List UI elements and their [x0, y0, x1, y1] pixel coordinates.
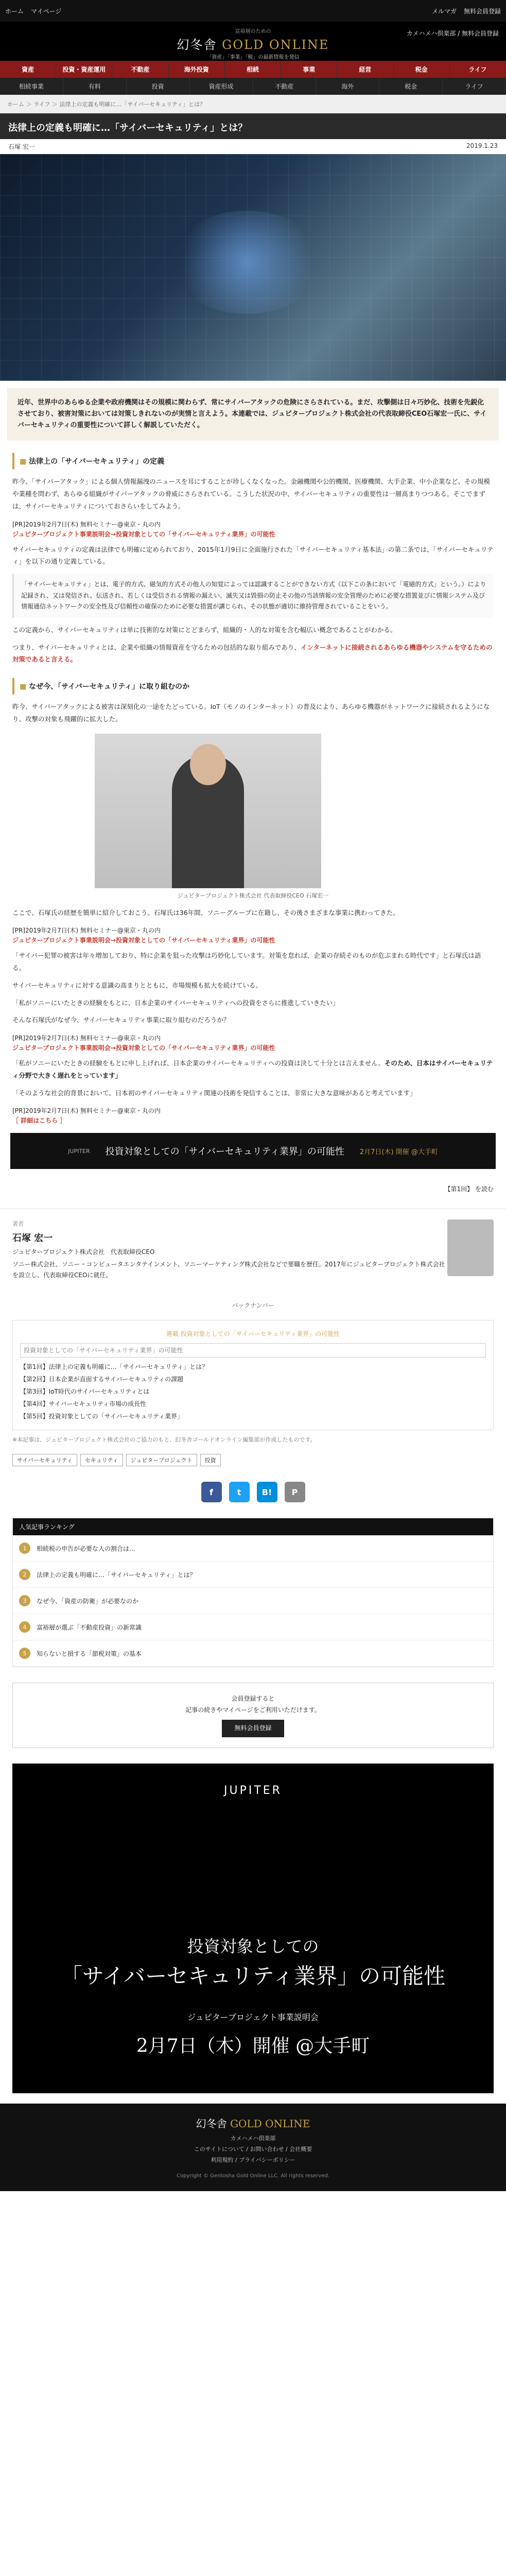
site-footer — [0, 2104, 506, 2191]
twitter-share-icon[interactable]: t — [229, 1482, 250, 1502]
tag[interactable]: 投資 — [200, 1454, 221, 1466]
ranking-head: 人気記事ランキング — [13, 1518, 493, 1535]
register-button[interactable]: 無料会員登録 — [222, 1720, 284, 1737]
pocket-share-icon[interactable]: P — [285, 1482, 305, 1502]
series-item[interactable]: 【第1回】法律上の定義も明確に…「サイバーセキュリティ」とは？ — [20, 1363, 208, 1371]
subnav-item[interactable]: 投資 — [127, 78, 190, 95]
top-bar — [0, 0, 506, 22]
banner-date: 2月7日(木) 開催 @大手町 — [359, 1148, 438, 1156]
paragraph: 昨今、サイバーアタックによる被害は深刻化の一途をたどっている。IoT（モノのインターネット）の普及により、あらゆる機器がネットワークに接続されるようになり、攻撃の対象も飛躍的に拡大した。 — [12, 703, 490, 723]
backnumber-label: バックナンバー — [232, 1302, 274, 1310]
facebook-share-icon[interactable]: f — [201, 1482, 222, 1502]
nav-item[interactable]: 不動産 — [112, 61, 168, 78]
nav-item[interactable]: ライフ — [450, 61, 506, 78]
ranking-item[interactable]: 1 相続税の申告が必要な人の割合は… — [13, 1535, 493, 1562]
nav-item[interactable]: 経営 — [337, 61, 393, 78]
author-photo — [95, 734, 321, 888]
pr-label: [PR]2019年2月7日(木) 無料セミナー@東京・丸の内 — [12, 1107, 161, 1115]
article-meta — [0, 139, 506, 154]
mailmag-link[interactable]: メルマガ — [431, 7, 457, 15]
footer-logo[interactable]: 幻冬舎 GOLD ONLINE — [196, 2117, 310, 2130]
ranking-item[interactable]: 4 富裕層が選ぶ「不動産投資」の新常識 — [13, 1614, 493, 1640]
avatar — [447, 1219, 494, 1276]
author-desc: ソニー株式会社、ソニー・コンピュータエンタテインメント、ソニーマーケティング株式会社などで要職を歴任。2017年にジュピタープロジェクト株式会社を設立し、代表取締役CEOに就任。 — [12, 1261, 445, 1279]
ranking-item[interactable]: 5 知らないと損する「節税対策」の基本 — [13, 1640, 493, 1667]
ad-brand: JUPITER — [224, 1784, 282, 1797]
nav-item[interactable]: 税金 — [394, 61, 450, 78]
paragraph: 「そのような社会的背景において、日本初のサイバーセキュリティ関連の技術を発信することは、非常に大きな意味があると考えています」 — [12, 1089, 416, 1097]
author-box — [0, 1209, 506, 1291]
pr-link[interactable]: ジュピタープロジェクト事業説明会→投資対象としての「サイバーセキュリティ業界」の可能性 — [12, 937, 275, 944]
series-item[interactable]: 【第5回】投資対象としての「サイバーセキュリティ業界」 — [20, 1413, 184, 1420]
paragraph: サイバーセキュリティの定義は法律でも明確に定められており、2015年1月9日に全面施行された「サイバーセキュリティ基本法」の第二条では、「サイバーセキュリティ」を以下の通り定義している。 — [12, 545, 494, 566]
subnav-item[interactable]: 資産形成 — [190, 78, 253, 95]
seminar-ad[interactable] — [12, 1764, 494, 2093]
paragraph: 「私がソニーにいたときの経験をもとに申し上げれば、日本企業のサイバーセキュリティへの投資は決して十分とは言えません。そのため、日本はサイバーセキュリティ分野で大きく遅れをとっています」 — [12, 1059, 493, 1079]
ranking-item[interactable]: 2 法律上の定義も明確に…「サイバーセキュリティ」とは？ — [13, 1562, 493, 1588]
series-search-input[interactable] — [20, 1343, 486, 1358]
site-header — [0, 22, 506, 61]
ranking-item[interactable]: 3 なぜ今、「資産の防衛」が必要なのか — [13, 1588, 493, 1614]
nav-item[interactable]: 投資・資産運用 — [56, 61, 112, 78]
ad-date: 2月7日（木）開催 @大手町 — [136, 2035, 370, 2057]
breadcrumb[interactable]: ホーム ＞ ライフ ＞ 法律上の定義も明確に…「サイバーセキュリティ」とは？ — [0, 95, 506, 113]
subnav-item[interactable]: ライフ — [443, 78, 506, 95]
header-tag: 富裕層のための — [235, 29, 271, 35]
share-buttons — [0, 1482, 506, 1502]
author-role: ジュピタープロジェクト株式会社 代表取締役CEO — [12, 1248, 155, 1256]
subnav-item[interactable]: 有料 — [63, 78, 127, 95]
paragraph: ここで、石塚氏の経歴を簡単に紹介しておこう。石塚氏は36年間、ソニーグループに在籍し、その後さまざまな事業に携わってきた。 — [12, 908, 399, 917]
member-line: 記事の続きやマイページをご利用いただけます。 — [185, 1706, 321, 1714]
details-link[interactable]: ［ 詳細はこちら ］ — [12, 1117, 66, 1125]
author-link[interactable]: 石塚 宏一 — [8, 143, 35, 150]
paragraph: サイバーセキュリティに対する意識の高まりとともに、市場規模も拡大を続けている。 — [12, 981, 262, 989]
member-prompt — [12, 1683, 494, 1748]
hero-image — [0, 154, 506, 381]
main-nav — [0, 61, 506, 78]
series-item[interactable]: 【第2回】日本企業が直面するサイバーセキュリティの課題 — [20, 1376, 184, 1383]
pr-label: [PR]2019年2月7日(木) 無料セミナー@東京・丸の内 — [12, 520, 161, 528]
paragraph: 「私がソニーにいたときの経験をもとに、日本企業のサイバーセキュリティへの投資をさらに推進していきたい」 — [12, 998, 339, 1007]
subnav-item[interactable]: 不動産 — [253, 78, 317, 95]
author-label: 著者 — [12, 1221, 24, 1228]
footer-line[interactable]: このサイトについて / お問い合わせ / 会社概要 — [194, 2145, 312, 2153]
hatena-bookmark-icon[interactable]: B! — [257, 1482, 277, 1502]
nav-item[interactable]: 事業 — [281, 61, 337, 78]
banner-brand: JUPITER — [68, 1147, 90, 1155]
home-link[interactable]: ホーム — [5, 7, 24, 15]
article-title-bar — [0, 113, 506, 139]
ad-line: 投資対象としての — [187, 1936, 319, 1956]
seminar-banner[interactable] — [10, 1133, 496, 1169]
paragraph: つまり、サイバーセキュリティとは、企業や組織の情報資産を守るための包括的な取り組みであり、インターネットに接続されるあらゆる機器やシステムを守るための対策であると言える。 — [12, 643, 493, 664]
photo-caption: ジュピタープロジェクト株式会社 代表取締役CEO 石塚宏一 — [177, 892, 329, 899]
paragraph: そんな石塚氏がなぜ今、サイバーセキュリティ事業に取り組むのだろうか？ — [12, 1016, 230, 1024]
nav-item[interactable]: 相続 — [225, 61, 281, 78]
ad-line: 「サイバーセキュリティ業界」の可能性 — [60, 1963, 446, 1989]
subnav-item[interactable]: 海外 — [316, 78, 379, 95]
banner-title: 投資対象としての「サイバーセキュリティ業界」の可能性 — [105, 1146, 344, 1158]
pr-label: [PR]2019年2月7日(木) 無料セミナー@東京・丸の内 — [12, 1035, 161, 1042]
tag-list — [0, 1449, 506, 1471]
nav-item[interactable]: 海外投資 — [169, 61, 225, 78]
pr-label: [PR]2019年2月7日(木) 無料セミナー@東京・丸の内 — [12, 927, 161, 935]
subnav-item[interactable]: 税金 — [379, 78, 443, 95]
publish-date: 2019.1.23 — [466, 142, 498, 149]
register-link[interactable]: 無料会員登録 — [463, 7, 501, 15]
pr-link[interactable]: ジュピタープロジェクト事業説明会→投資対象としての「サイバーセキュリティ業界」の可能性 — [12, 530, 275, 538]
tag[interactable]: セキュリティ — [80, 1454, 123, 1466]
site-logo[interactable]: 幻冬舎 GOLD ONLINE — [177, 38, 329, 52]
series-head: 連載 投資対象としての「サイバーセキュリティ業界」の可能性 — [166, 1330, 340, 1338]
series-list — [12, 1320, 494, 1430]
header-right-links[interactable]: カメハメハ倶楽部 / 無料会員登録 — [406, 30, 499, 37]
law-quote: 「サイバーセキュリティ」とは、電子的方式、磁気的方式その他人の知覚によっては認識することができない方式（以下この条において「電磁的方式」という。）により記録され、又は発信され、伝送され、若しくは受信される情報の漏えい、滅失又は毀損の防止その他の当該情報の安全管理のために必要な措置並びに情報システム及び情報通信ネットワークの安全性及び信頼性の確保のために必要な措置が講じられ、その状態が適切に維持管理されていることをいう。 — [12, 574, 494, 618]
author-name[interactable]: 石塚 宏一 — [12, 1233, 53, 1244]
article-body — [0, 453, 506, 1125]
paragraph: 昨今、「サイバーアタック」による個人情報漏洩のニュースを耳にすることが珍しくなくなった。金融機関や公的機関、医療機関、大手企業、中小企業など、その規模や業種を問わず、あらゆる組織がサイバーアタックの脅威にさらされている。こうした状況の中、サイバーセキュリティの重要性は一層高まりつつある。そこでまずは、サイバーセキュリティについておさらいをしてみよう。 — [12, 478, 491, 510]
footer-line[interactable]: カメハメハ倶楽部 — [230, 2134, 276, 2142]
paragraph: この定義から、サイバーセキュリティは単に技術的な対策にとどまらず、組織的・人的な対策を含む幅広い概念であることがわかる。 — [12, 625, 397, 634]
article-lead: 近年、世界中のあらゆる企業や政府機関はその規模に関わらず、常にサイバーアタックの危険にさらされている。まだ、攻撃側は日々巧妙化、技術を先鋭化させており、被害対策においては対策しきれないのが実情と言えよう。本連載では、ジュピタープロジェクト株式会社の代表取締役CEO石塚宏一氏に、サイバーセキュリティの重要性について詳しく解説していただく。 — [7, 388, 499, 440]
tag[interactable]: ジュピタープロジェクト — [126, 1454, 197, 1466]
mypage-link[interactable]: マイページ — [31, 7, 62, 15]
sub-nav — [0, 78, 506, 95]
nav-item[interactable]: 資産 — [0, 61, 56, 78]
subnav-item[interactable]: 相続事業 — [0, 78, 63, 95]
ad-line: ジュピタープロジェクト事業説明会 — [187, 2012, 319, 2022]
paragraph: 「サイバー犯罪の被害は年々増加しており、特に企業を狙った攻撃は巧妙化しています。対策を怠れば、企業の存続そのものが危ぶまれる時代です」と石塚氏は語る。 — [12, 952, 481, 972]
read-first-link[interactable]: 【第1回】 を読む — [444, 1185, 494, 1193]
header-sub: 「資産」「事業」「税」の最新情報を発信 — [206, 55, 300, 60]
tag[interactable]: サイバーセキュリティ — [12, 1454, 77, 1466]
section-heading: ■ 法律上の「サイバーセキュリティ」の定義 — [12, 453, 494, 469]
section-heading: ■ なぜ今、「サイバーセキュリティ」に取り組むのか — [12, 678, 494, 694]
footer-line[interactable]: 利用規約 / プライバシーポリシー — [211, 2156, 295, 2163]
member-line: 会員登録すると — [231, 1695, 275, 1703]
series-item[interactable]: 【第4回】サイバーセキュリティ市場の成長性 — [20, 1400, 147, 1408]
pr-link[interactable]: ジュピタープロジェクト事業説明会→投資対象としての「サイバーセキュリティ業界」の可能性 — [12, 1044, 275, 1052]
article-footnote: ※本記事は、ジュピタープロジェクト株式会社のご協力のもと、幻冬舎ゴールドオンライン編集部が作成したものです。 — [12, 1436, 316, 1444]
ranking — [12, 1518, 494, 1667]
copyright: Copyright © Gentosha Gold Online LLC. All rights reserved. — [176, 2173, 330, 2179]
series-item[interactable]: 【第3回】IoT時代のサイバーセキュリティとは — [20, 1388, 150, 1396]
page-title: 法律上の定義も明確に…「サイバーセキュリティ」とは？ — [8, 123, 248, 133]
